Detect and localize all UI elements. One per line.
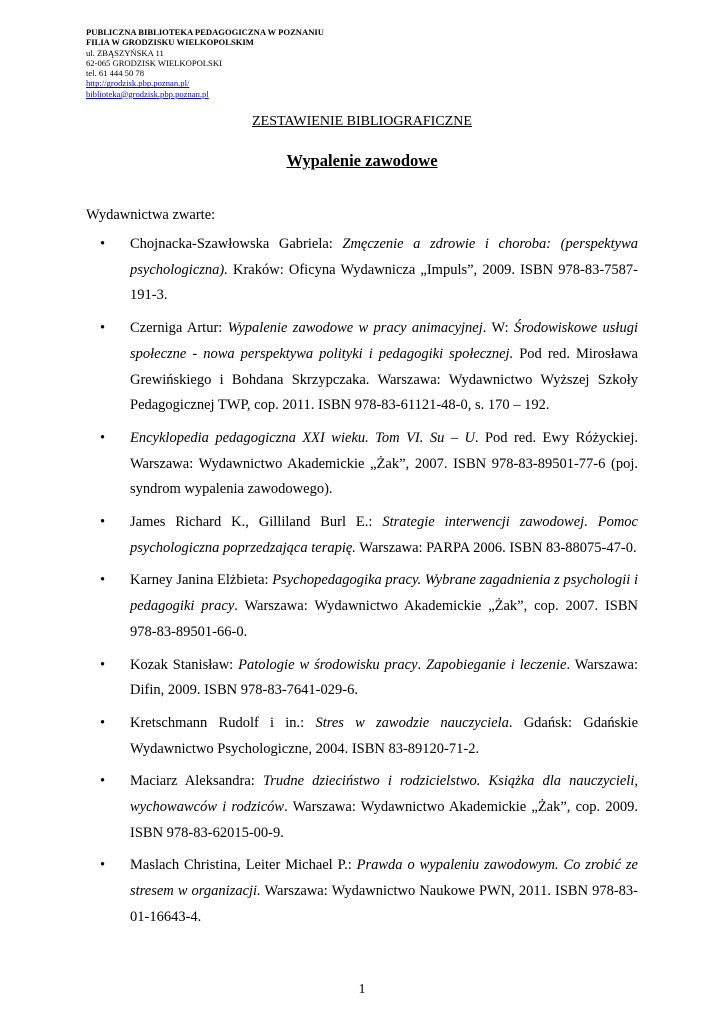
entry-author: Czerniga Artur: — [130, 320, 228, 337]
entry-title: Patologie w środowisku pracy — [238, 656, 418, 673]
entry-details: . Gdańsk: Gdańskie Wydawnictwo Psychologiczne, 2004. ISBN 83-89120-71-2. — [130, 714, 639, 757]
entry-details: Kraków: Oficyna Wydawnicza „Impuls”, 2009. ISBN 978-83-7587-191-3. — [130, 261, 638, 304]
list-item — [100, 653, 638, 704]
website-link[interactable]: http://grodzisk.pbp.poznan.pl/ — [86, 78, 190, 89]
entry-details: Warszawa: PARPA 2006. ISBN 83-88075-47-0. — [355, 539, 637, 556]
list-item — [100, 426, 638, 503]
entry-author: Kozak Stanisław: — [130, 656, 239, 673]
phone-number: tel. 61 444 50 78 — [86, 68, 145, 79]
bullet: • — [100, 572, 106, 589]
entry-title: Zmęczenie a zdrowie i choroba: (perspektywa psychologiczna). — [130, 236, 638, 278]
entry-title: Encyklopedia pedagogiczna XXI wieku. Tom VI. Su – U — [130, 429, 475, 446]
list-item — [100, 568, 638, 645]
entry-author: Chojnacka-Szawłowska Gabriela: — [130, 236, 343, 252]
entry-title: Strategie interwencji zawodowej. Pomoc psychologiczna poprzedzająca terapię. — [130, 514, 638, 556]
entry-author: James Richard K., Gilliland Burl E.: — [130, 514, 383, 531]
entry-details: . Warszawa: Difin, 2009. ISBN 978-83-7641-029-6. — [130, 656, 638, 699]
bullet: • — [100, 773, 106, 790]
entry-title: Trudne dzieciństwo i rodzicielstwo. Książka dla nauczycieli, wychowawców i rodziców — [130, 773, 638, 816]
list-item — [100, 853, 639, 930]
bullet: • — [100, 514, 106, 531]
entry-author: Maslach Christina, Leiter Michael P.: — [130, 857, 357, 874]
library-header — [86, 27, 324, 99]
email-link[interactable]: biblioteka@grodzisk.pbp.poznan.pl — [86, 88, 209, 99]
entry-author: Karney Janina Elżbieta: — [130, 572, 273, 589]
entry-book-title: Środowiskowe usługi społeczne - nowa perspektywa polityki i pedagogiki społecznej. — [130, 320, 638, 362]
bullet: • — [100, 236, 106, 252]
entry-title: Wypalenie zawodowe w pracy animacyjnej — [227, 320, 483, 337]
entry-title: Stres w zawodzie nauczyciela — [315, 714, 509, 731]
entry-details: . Warszawa: Wydawnictwo Akademickie „Żak”, cop. 2009. ISBN 978-83-62015-00-9. — [130, 799, 638, 841]
list-item — [100, 316, 638, 419]
entry-subtitle: Zapobieganie i leczenie — [426, 656, 567, 673]
bullet: • — [100, 656, 106, 673]
section-label: Wydawnictwa zwarte: — [86, 207, 216, 223]
branch-name: FILIA W GRODZISKU WIELKOPOLSKIM — [86, 37, 254, 48]
entry-details: . Pod red. Ewy Różyckiej. Warszawa: Wydawnictwo Akademickie „Żak”, 2007. ISBN 978-83-89501-77-6 (poj. syndrom wypalenia zawodowego). — [130, 429, 638, 498]
entry-sep: . — [417, 656, 427, 673]
entry-details: Warszawa: Wydawnictwo Naukowe PWN, 2011. ISBN 978-83-01-16643-4. — [130, 883, 639, 925]
entry-author: Kretschmann Rudolf i in.: — [130, 714, 316, 731]
entry-title: Prawda o wypaleniu zawodowym. Co zrobić ze stresem w organizacji. — [130, 857, 638, 900]
bullet: • — [100, 714, 106, 731]
list-item — [100, 510, 638, 561]
entry-author: Maciarz Aleksandra: — [130, 773, 263, 790]
entry-title: Psychopedagogika pracy. Wybrane zagadnienia z psychologii i pedagogiki pracy — [130, 572, 638, 615]
bullet: • — [100, 429, 106, 446]
list-item — [100, 711, 639, 762]
document-title: ZESTAWIENIE BIBLIOGRAFICZNE — [252, 114, 472, 129]
bullet: • — [100, 320, 106, 337]
entry-sep: . W: — [482, 320, 514, 337]
postal-address: 62-065 GRODZISK WIELKOPOLSKI — [86, 57, 222, 68]
list-item — [100, 769, 638, 846]
topic-title: Wypalenie zawodowe — [286, 151, 438, 170]
street-address: ul. ZBĄSZYŃSKA 11 — [86, 47, 164, 58]
list-item — [100, 232, 638, 309]
bullet: • — [100, 857, 106, 874]
entry-details: Pod red. Mirosława Grewińskiego i Bohdana Skrzypczaka. Warszawa: Wydawnictwo Wyższej Szkoły Pedagogicznej TWP, cop. 2011. ISBN 978-83-61121-48-0, s. 170 – 192. — [130, 345, 638, 414]
bibliography-list — [86, 232, 638, 931]
entry-details: . Warszawa: Wydawnictwo Akademickie „Żak”, cop. 2007. ISBN 978-83-89501-66-0. — [130, 598, 638, 640]
library-name: PUBLICZNA BIBLIOTEKA PEDAGOGICZNA W POZNANIU — [86, 27, 324, 37]
page-number: 1 — [358, 982, 366, 997]
